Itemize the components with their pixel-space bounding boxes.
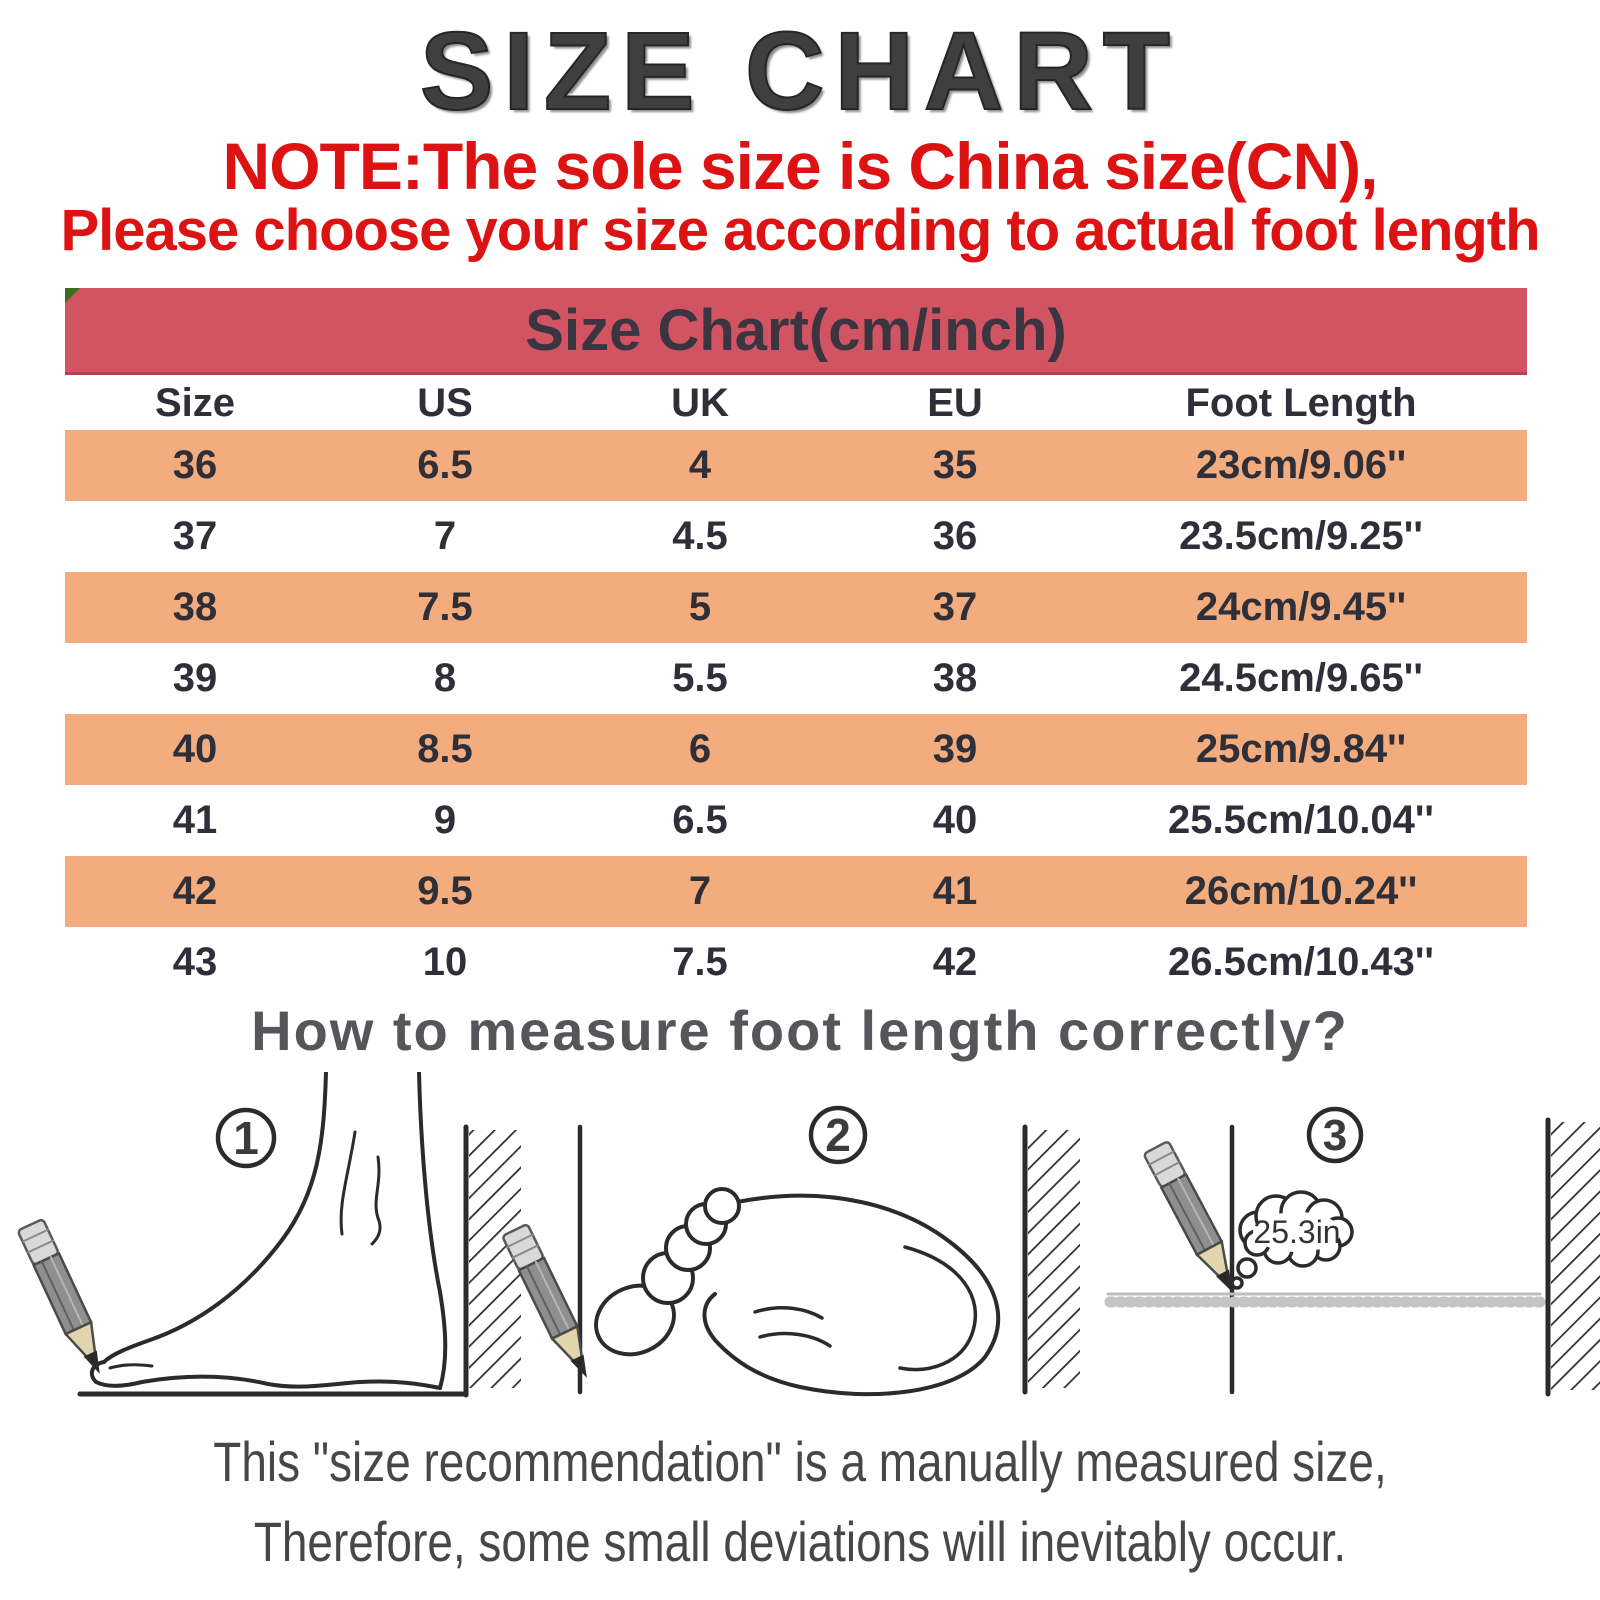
table-row <box>65 856 1527 927</box>
cell-foot-length: 24.5cm/9.65'' <box>1179 656 1423 700</box>
foot-outline <box>104 1072 326 1362</box>
sole-foot-illustration <box>502 1108 1080 1394</box>
cell-eu: 39 <box>932 727 978 771</box>
cell-us: 9 <box>433 798 457 842</box>
sole-outline <box>704 1196 998 1394</box>
col-header-us: US <box>417 380 473 425</box>
cell-us: 9.5 <box>417 869 473 913</box>
pencil-icon <box>18 1219 110 1374</box>
table-row <box>65 430 1527 501</box>
toe-detail <box>110 1365 152 1368</box>
cell-us: 6.5 <box>417 443 473 487</box>
measurement-illustrations <box>0 1072 1600 1402</box>
col-header-eu: EU <box>927 380 983 425</box>
cloud-bubble <box>1232 1278 1242 1288</box>
ankle-crease <box>372 1157 380 1244</box>
cell-foot-length: 26.5cm/10.43'' <box>1168 940 1434 984</box>
table-row <box>65 501 1527 572</box>
cloud-bubble <box>1238 1259 1256 1277</box>
step-number-2: 2 <box>825 1109 851 1161</box>
wall-hatch <box>1028 1130 1080 1388</box>
cell-size: 40 <box>172 727 218 771</box>
ruler-illustration <box>1108 1109 1600 1394</box>
cell-uk: 6 <box>688 727 712 771</box>
note-line-2: Please choose your size according to actual foot length <box>60 197 1540 263</box>
cell-uk: 7.5 <box>672 940 728 984</box>
cell-foot-length: 25.5cm/10.04'' <box>1168 798 1434 842</box>
note-block <box>0 129 1600 263</box>
cell-foot-length: 24cm/9.45'' <box>1195 585 1407 629</box>
disclaimer <box>144 1422 1456 1581</box>
corner-notch <box>65 288 80 303</box>
table-row <box>65 927 1527 998</box>
table-banner-title: Size Chart(cm/inch) <box>525 297 1067 363</box>
side-foot-illustration <box>18 1072 521 1395</box>
step-number-1: 1 <box>233 1112 259 1164</box>
cell-eu: 38 <box>932 656 978 700</box>
table-header-row <box>65 376 1527 430</box>
cell-us: 7 <box>433 514 457 558</box>
cell-size: 43 <box>172 940 218 984</box>
cell-eu: 36 <box>932 514 978 558</box>
cell-uk: 5 <box>688 585 712 629</box>
thought-cloud <box>1232 1192 1352 1288</box>
page-title: SIZE CHART <box>420 10 1180 133</box>
cell-eu: 40 <box>932 798 978 842</box>
cell-uk: 4.5 <box>672 514 728 558</box>
toe <box>705 1189 739 1223</box>
cell-eu: 35 <box>932 443 978 487</box>
heel-outline <box>419 1072 445 1388</box>
cell-uk: 5.5 <box>672 656 728 700</box>
cell-uk: 7 <box>688 869 712 913</box>
table-body <box>65 430 1527 998</box>
col-header-size: Size <box>154 380 236 425</box>
note-line-1: NOTE:The sole size is China size(CN), <box>222 129 1378 203</box>
cell-us: 8.5 <box>417 727 473 771</box>
cell-size: 39 <box>172 656 218 700</box>
table-row <box>65 643 1527 714</box>
table-banner <box>65 288 1527 375</box>
step-number-3: 3 <box>1322 1111 1348 1160</box>
ankle-crease <box>341 1132 355 1234</box>
table-row <box>65 714 1527 785</box>
cell-foot-length: 23cm/9.06'' <box>1195 443 1407 487</box>
cell-size: 42 <box>172 869 218 913</box>
cell-eu: 42 <box>932 940 978 984</box>
table-row <box>65 785 1527 856</box>
cell-foot-length: 26cm/10.24'' <box>1184 869 1418 913</box>
cell-uk: 4 <box>688 443 712 487</box>
cell-uk: 6.5 <box>672 798 728 842</box>
wall-hatch <box>1551 1122 1600 1390</box>
sole-outline <box>142 1377 440 1388</box>
cell-size: 37 <box>172 514 218 558</box>
disclaimer-line-2: Therefore, some small deviations will inevitably occur. <box>253 1509 1347 1573</box>
cell-foot-length: 23.5cm/9.25'' <box>1179 514 1423 558</box>
thought-measurement: 25.3in <box>1253 1214 1341 1250</box>
cell-us: 8 <box>433 656 457 700</box>
cell-size: 36 <box>172 443 218 487</box>
cell-eu: 37 <box>932 585 978 629</box>
cell-size: 41 <box>172 798 218 842</box>
measure-heading: How to measure foot length correctly? <box>251 999 1349 1062</box>
cell-eu: 41 <box>932 869 978 913</box>
cell-us: 10 <box>422 940 468 984</box>
disclaimer-line-1: This "size recommendation" is a manually measured size, <box>213 1430 1387 1493</box>
cell-us: 7.5 <box>417 585 473 629</box>
cell-foot-length: 25cm/9.84'' <box>1195 727 1407 771</box>
col-header-uk: UK <box>671 380 729 425</box>
table-row <box>65 572 1527 643</box>
pencil-icon <box>1143 1141 1242 1294</box>
col-header-foot-length: Foot Length <box>1185 380 1417 425</box>
cell-size: 38 <box>172 585 218 629</box>
